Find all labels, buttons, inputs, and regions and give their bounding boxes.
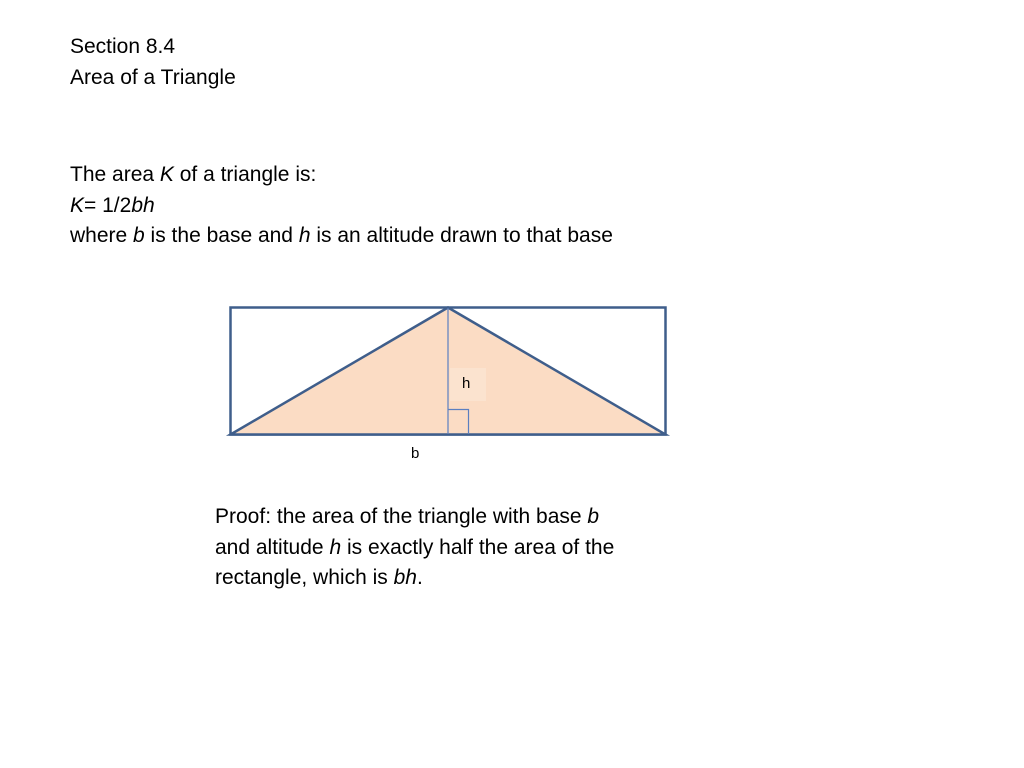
- variable-bh: bh: [393, 566, 417, 589]
- explanation-text: where: [70, 224, 134, 247]
- variable-bh: bh: [131, 193, 155, 217]
- explanation-text: is an altitude drawn to that base: [310, 224, 613, 247]
- proof-line: [215, 533, 614, 564]
- proof-text: and altitude: [215, 535, 330, 559]
- variable-k: K: [159, 163, 174, 186]
- proof-text: .: [416, 566, 423, 589]
- page-title: Area of a Triangle: [70, 65, 236, 89]
- variable-b: b: [133, 224, 145, 247]
- proof-text: is exactly half the area of the: [341, 535, 615, 559]
- proof-line: [215, 502, 614, 533]
- variable-b: b: [587, 505, 600, 528]
- variable-k: K: [70, 193, 85, 217]
- explanation-text: is the base and: [144, 224, 299, 247]
- proof-line: [215, 563, 614, 594]
- variable-h: h: [298, 224, 311, 247]
- proof-text: Proof: the area of the triangle with base: [215, 505, 588, 528]
- base-label: b: [411, 445, 420, 462]
- proof-text: rectangle, which is: [215, 566, 394, 589]
- variable-h: h: [329, 535, 342, 559]
- section-number: Section 8.4: [70, 35, 176, 58]
- proof-block: [215, 502, 614, 594]
- definition-text: of a triangle is:: [173, 163, 317, 186]
- definition-text: The area: [70, 163, 160, 186]
- formula-text: = 1/2: [84, 193, 132, 217]
- altitude-label: h: [462, 375, 471, 392]
